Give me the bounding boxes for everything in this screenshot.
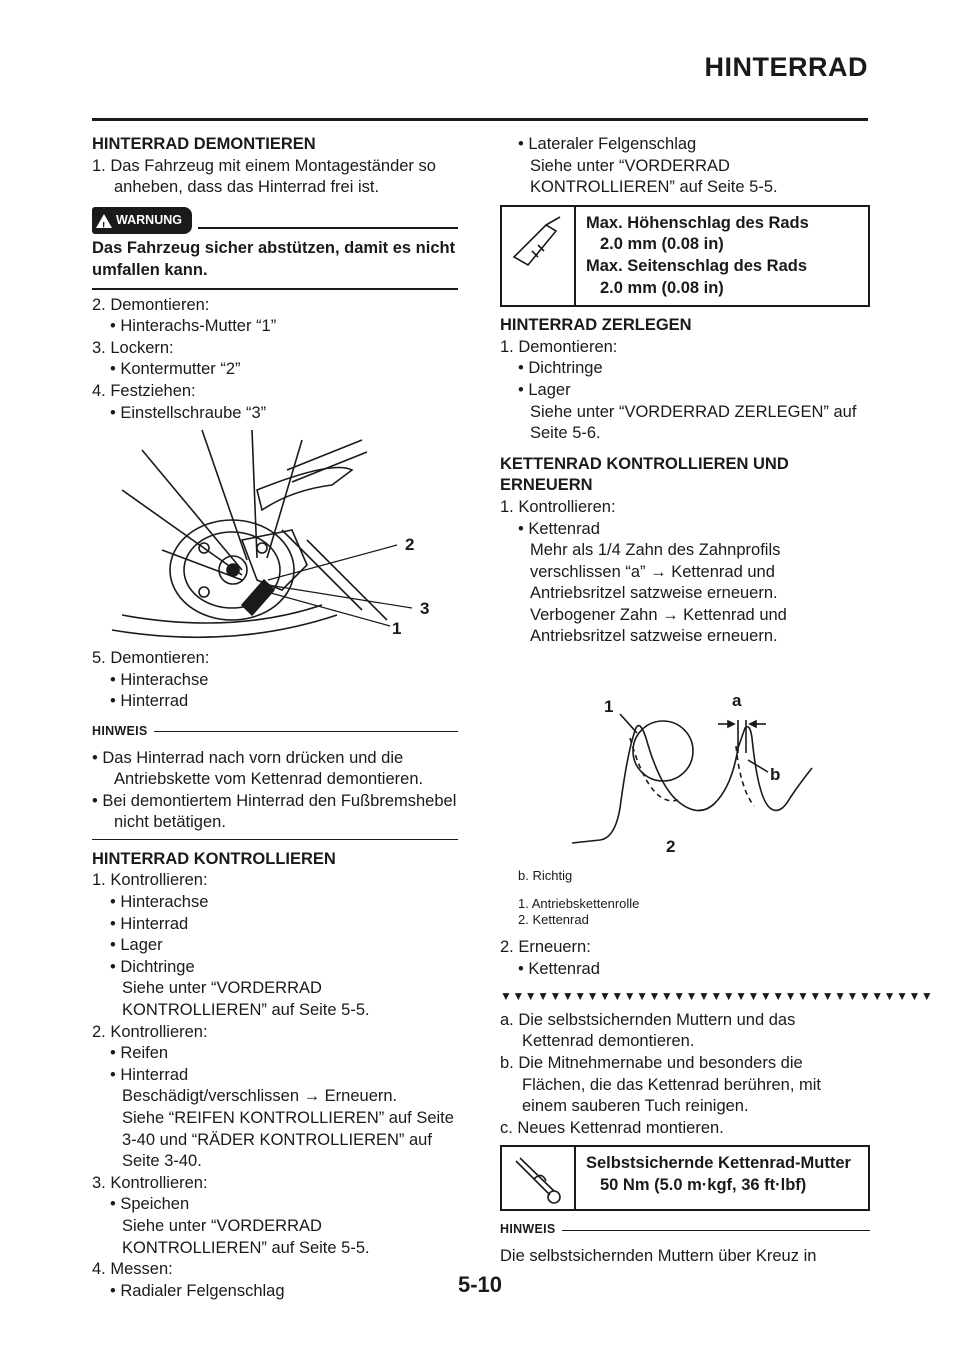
figure-legend <box>500 868 870 928</box>
instruction: Verbogener Zahn → Kettenrad und Antriebsritzel satzweise erneuern. <box>530 605 787 646</box>
callout-2: 2 <box>405 535 415 555</box>
bullet: • Kettenrad <box>518 959 600 978</box>
reference: Siehe unter “VORDERRAD ZERLEGEN” auf Seite 5-6. <box>530 402 857 443</box>
spec-value: 2.0 mm (0.08 in) <box>600 235 724 254</box>
callout-a: a <box>732 691 742 711</box>
step: 2. Kontrollieren: <box>92 1022 208 1041</box>
bullet: • Lager <box>518 380 571 399</box>
torque-wrench-icon <box>502 1147 576 1209</box>
bullet: • Hinterrad <box>110 692 189 711</box>
torque-spec-box <box>500 1145 870 1211</box>
right-column <box>500 134 934 1268</box>
bullet: • Hinterachs-Mutter “1” <box>110 317 277 336</box>
bullet: • Reifen <box>110 1044 169 1063</box>
bullet: • Lager <box>110 936 163 955</box>
warning-text: Das Fahrzeug sicher abstützen, damit es nicht umfallen kann. <box>92 239 456 279</box>
step: 2. Erneuern: <box>500 938 591 957</box>
reference: Siehe unter “VORDERRAD KONTROLLIEREN” auf Seite 5-5. <box>122 979 370 1020</box>
measure-spec-icon <box>502 207 576 305</box>
callout-3: 3 <box>420 599 430 619</box>
sprocket-tooth-diagram <box>500 668 870 868</box>
legend-item: b. Richtig <box>518 868 573 884</box>
step: 3. Kontrollieren: <box>92 1173 208 1192</box>
callout-1: 1 <box>392 619 402 639</box>
bullet: • Speichen <box>110 1195 190 1214</box>
left-column <box>92 134 458 1302</box>
instruction: Mehr als 1/4 Zahn des Zahnprofils verschlissen “a” → Kettenrad und Antriebsritzel satzweise erneuern. <box>530 541 781 603</box>
note-bullet: • Bei demontiertem Hinterrad den Fußbremshebel nicht betätigen. <box>92 791 457 832</box>
spec-label: Max. Höhenschlag des Rads <box>586 213 809 232</box>
bullet: • Dichtringe <box>518 359 603 378</box>
bullet: • Kettenrad <box>518 519 600 538</box>
step: 1. Kontrollieren: <box>92 871 208 890</box>
sprocket-wear-figure <box>500 668 870 868</box>
substep: c. Neues Kettenrad montieren. <box>500 1118 724 1137</box>
bullet: • Hinterachse <box>110 893 209 912</box>
bullet: • Hinterrad <box>110 1065 189 1084</box>
warning-icon: ! <box>96 214 112 228</box>
note-text: Die selbstsichernden Muttern über Kreuz in <box>500 1247 817 1265</box>
step: 2. Demontieren: <box>92 295 210 314</box>
note-header <box>92 721 458 743</box>
step: 4. Messen: <box>92 1260 173 1279</box>
page-header-title: HINTERRAD <box>704 52 868 82</box>
bullet: • Einstellschraube “3” <box>110 403 267 422</box>
step: 1. Das Fahrzeug mit einem Montageständer so anheben, dass das Hinterrad frei ist. <box>92 156 436 197</box>
step: 4. Festziehen: <box>92 381 196 400</box>
legend-item: 2. Kettenrad <box>518 912 589 928</box>
bullet: • Radialer Felgenschlag <box>110 1281 285 1300</box>
warning-header <box>92 207 458 235</box>
step: 1. Demontieren: <box>500 337 618 356</box>
callout-1: 1 <box>604 697 614 717</box>
callout-b: b <box>770 765 781 785</box>
reference: Siehe unter “VORDERRAD KONTROLLIEREN” auf Seite 5-5. <box>122 1216 370 1257</box>
section-heading-check: HINTERRAD KONTROLLIEREN <box>92 849 336 868</box>
note-bullet: • Das Hinterrad nach vorn drücken und die Antriebskette vom Kettenrad demontieren. <box>92 748 424 789</box>
note-label: HINWEIS <box>92 723 148 738</box>
spec-values <box>576 207 819 305</box>
header-rule <box>92 118 868 121</box>
substep: a. Die selbstsichernden Muttern und das Kettenrad demontieren. <box>500 1010 796 1051</box>
bullet: • Lateraler Felgenschlag <box>518 135 697 153</box>
warning-label: WARNUNG <box>116 212 182 227</box>
bullet: • Hinterrad <box>110 914 189 933</box>
bullet: • Hinterachse <box>110 670 209 689</box>
warning-badge <box>92 207 192 235</box>
step: 3. Lockern: <box>92 338 174 357</box>
step: 1. Kontrollieren: <box>500 497 616 516</box>
spec-label: Selbstsichernde Kettenrad-Mutter <box>586 1154 851 1173</box>
reference: Siehe “REIFEN KONTROLLIEREN” auf Seite 3-40 und “RÄDER KONTROLLIEREN” auf Seite 3-40. <box>122 1109 454 1171</box>
bullet: • Dichtringe <box>110 957 195 976</box>
section-heading-sprocket: KETTENRAD KONTROLLIEREN UND ERNEUERN <box>500 454 789 495</box>
bullet: • Kontermutter “2” <box>110 360 241 379</box>
note-header <box>500 1219 870 1241</box>
rear-axle-illustration <box>92 430 458 648</box>
note-label: HINWEIS <box>500 1222 556 1237</box>
section-heading-remove: HINTERRAD DEMONTIEREN <box>92 135 316 153</box>
step: 5. Demontieren: <box>92 649 210 668</box>
reference: Siehe unter “VORDERRAD KONTROLLIEREN” auf Seite 5-5. <box>530 156 778 197</box>
spec-value: 2.0 mm (0.08 in) <box>600 278 724 297</box>
procedure-start-marker: ▼▼▼▼▼▼▼▼▼▼▼▼▼▼▼▼▼▼▼▼▼▼▼▼▼▼▼▼▼▼▼▼▼▼▼ <box>500 989 934 1004</box>
spec-label: Max. Seitenschlag des Rads <box>586 256 808 275</box>
instruction: Beschädigt/verschlissen → Erneuern. <box>122 1087 398 1106</box>
spec-values <box>576 1147 861 1209</box>
legend-item: 1. Antriebskettenrolle <box>518 896 640 912</box>
section-heading-disassemble: HINTERRAD ZERLEGEN <box>500 316 692 335</box>
substep: b. Die Mitnehmernabe und besonders die Flächen, die das Kettenrad berühren, mit einem sauberen Tuch reinigen. <box>500 1054 822 1116</box>
rear-axle-figure <box>92 430 458 648</box>
callout-2: 2 <box>666 837 676 857</box>
spec-value: 50 Nm (5.0 m·kgf, 36 ft·lbf) <box>600 1176 807 1194</box>
page-number: 5-10 <box>457 1272 503 1297</box>
runout-spec-box <box>500 205 870 307</box>
